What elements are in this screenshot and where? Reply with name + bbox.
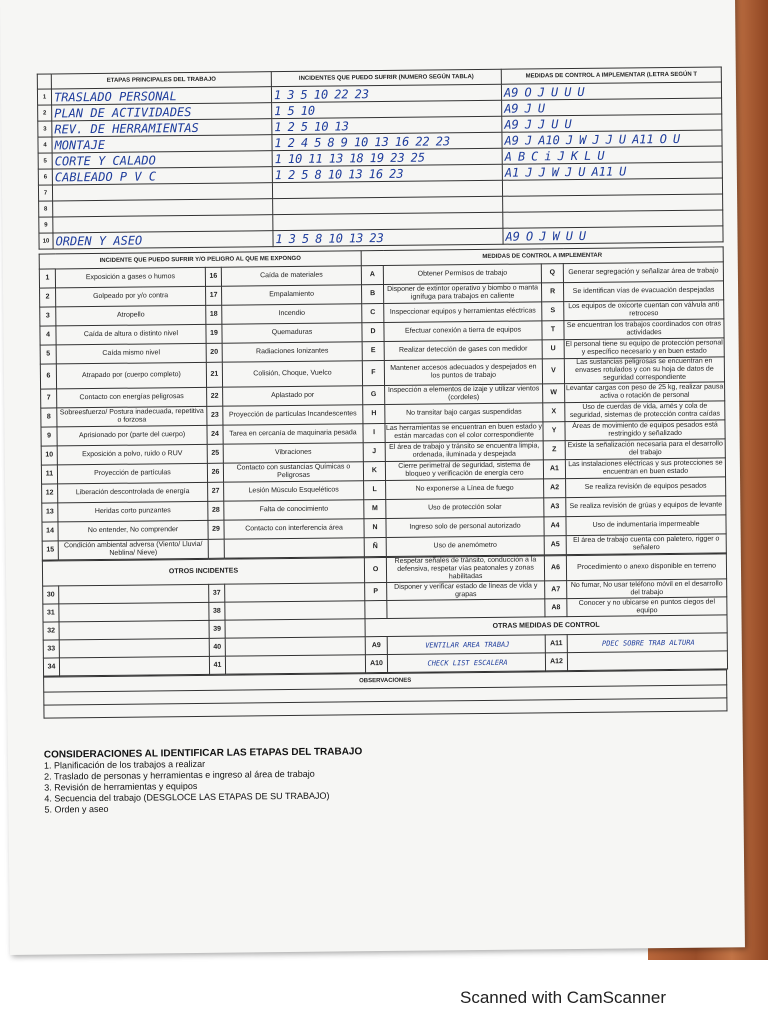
incident-code: 7 <box>41 389 57 408</box>
incident-code: 22 <box>207 387 223 406</box>
incident-number: 5 <box>301 231 310 246</box>
measure-text: El área de trabajo cuenta con paletero, rigger o señalero <box>566 534 726 555</box>
incident-text: Contacto con interferencia área <box>224 519 364 539</box>
catalog-measures-header: MEDIDAS DE CONTROL A IMPLEMENTAR <box>361 247 723 266</box>
stage-number: 7 <box>38 185 52 201</box>
stages-header: ETAPAS PRINCIPALES DEL TRABAJO <box>51 72 271 89</box>
incident-text <box>224 538 364 558</box>
measure-letter: A9 <box>504 133 520 148</box>
other-incident-blank <box>225 583 365 602</box>
incident-number: 23 <box>354 86 370 101</box>
incident-number: 8 <box>315 231 323 246</box>
measure-letter: A11 <box>631 131 654 146</box>
considerations-item: 1. Planificación de los trabajos a realizar <box>43 758 206 771</box>
other-measure-code: A12 <box>545 653 567 671</box>
measure-letter: J <box>524 116 533 132</box>
others-table <box>42 553 728 676</box>
incident-number: 23 <box>389 166 404 181</box>
stage-number: 9 <box>39 217 53 233</box>
incident-number: 4 <box>300 135 309 150</box>
measure-text: El personal tiene su equipo de protección personal y específico necesario y en buen estado <box>564 338 724 359</box>
incident-text: Condición ambiental adversa (Viento/ Lluvia/ Neblina/ Nieve) <box>58 539 208 560</box>
measure-letter: A9 <box>503 85 519 100</box>
measure-letter: J <box>524 100 532 116</box>
measure-text: Existe la señalización necesaria para el desarrollo del trabajo <box>565 439 725 460</box>
incident-text: Exposición a polvo, ruido o RUV <box>57 444 207 465</box>
incident-number: 1 <box>275 231 283 246</box>
other-incident-code: 37 <box>209 584 225 602</box>
incident-number: 23 <box>435 133 451 148</box>
incident-text: Heridas corto punzantes <box>58 501 208 522</box>
stage-name: TRASLADO PERSONAL <box>51 87 271 105</box>
considerations-title: CONSIDERACIONES AL IDENTIFICAR LAS ETAPAS DEL TRABAJO <box>43 746 363 761</box>
incident-text: Atrapado por (cuerpo completo) <box>56 362 206 389</box>
measure-code: M <box>364 499 386 518</box>
other-incident-blank <box>225 655 365 674</box>
incident-text: Contacto con energías peligrosas <box>57 387 207 408</box>
incident-text: Radiaciones Ionizantes <box>222 342 362 362</box>
incident-number: 5 <box>300 87 308 102</box>
measure-text: Uso de indumentaria impermeable <box>566 515 726 536</box>
other-incident-code: 30 <box>43 586 59 604</box>
incident-code: 15 <box>42 541 58 560</box>
incident-code: 23 <box>207 406 223 425</box>
measure-code: K <box>363 461 385 480</box>
measure-text: Respetar señales de tránsito, conducción a la defensiva, respetar vías peatonales y zonas habilitadas <box>386 556 544 583</box>
incident-text: Proyección de partículas <box>57 463 207 484</box>
incident-number: 10 <box>327 166 343 182</box>
measure-letter: A1 <box>504 165 520 180</box>
incident-code: 1 <box>39 269 55 288</box>
measure-code: A6 <box>544 556 566 581</box>
measure-code: L <box>364 480 386 499</box>
stage-number: 8 <box>39 201 53 217</box>
measure-code: A <box>361 266 383 285</box>
incident-number: 22 <box>334 86 349 102</box>
measure-letter: A9 <box>504 101 519 116</box>
measure-letter: U <box>537 100 546 115</box>
incident-code: 27 <box>208 482 224 501</box>
measure-text: Mantener accesos adecuados y despejados en los puntos de trabajo <box>384 359 542 386</box>
measure-text: Se identifican vías de evacuación despejadas <box>563 281 723 302</box>
incident-number: 1 <box>274 151 282 166</box>
measure-code: O <box>364 557 386 582</box>
camscanner-watermark: Scanned with CamScanner <box>460 988 667 1007</box>
measure-code: J <box>363 442 385 461</box>
incident-number: 1 <box>274 167 283 182</box>
incident-code: 18 <box>206 305 222 324</box>
measure-code: Ñ <box>364 537 386 556</box>
measure-code: V <box>542 359 564 384</box>
other-incident-blank <box>225 637 365 656</box>
incident-number: 10 <box>313 87 329 102</box>
measure-code: D <box>362 322 384 341</box>
incident-number: 10 <box>313 119 329 134</box>
incident-text: Aplastado por <box>223 386 363 406</box>
measure-code: S <box>542 302 564 321</box>
stage-number: 10 <box>39 233 53 249</box>
incident-text: Proyección de partículas Incandescentes <box>223 405 363 425</box>
incident-text: Liberación descontrolada de energía <box>58 482 208 503</box>
measure-text: Disponer de extintor operativo y biombo o manta ignífuga para trabajos en caliente <box>384 283 542 304</box>
measure-letter: J <box>539 228 547 243</box>
measure-text: Cierre perimetral de seguridad, sistema de bloqueo y verificación de energía cero <box>385 460 543 481</box>
form-sheet <box>37 66 728 718</box>
incident-number: 9 <box>340 134 348 149</box>
measure-text: Uso de cuerdas de vida, arnés y cola de seguridad, sistemas de protección contra caídas <box>565 401 725 422</box>
other-incident-code: 32 <box>43 622 59 640</box>
incident-text: Exposición a gases o humos <box>55 267 205 288</box>
incident-text: Incendio <box>222 304 362 324</box>
stage-name: MONTAJE <box>52 135 272 153</box>
measure-code: H <box>363 404 385 423</box>
other-incident-code: 41 <box>209 656 225 674</box>
incident-code: 6 <box>40 364 56 389</box>
incident-number: 1 <box>274 135 282 150</box>
incident-number: 1 <box>274 119 282 134</box>
considerations-item: 2. Traslado de personas y herramientas e ingreso al área de trabajo <box>44 768 315 782</box>
measure-letter: U <box>550 84 559 99</box>
measure-text: Procedimiento o anexo disponible en terreno <box>566 554 726 581</box>
incident-number: 18 <box>349 150 364 165</box>
measure-letter: J <box>605 132 613 147</box>
measure-code: Q <box>541 264 563 283</box>
stage-incidents <box>273 228 503 246</box>
incident-code: 24 <box>207 425 223 444</box>
measure-text: Realizar detección de gases con medidor <box>384 340 542 361</box>
other-incident-blank <box>59 602 209 622</box>
incident-text: Golpeado por y/o contra <box>56 286 206 307</box>
measure-text: Efectuar conexión a tierra de equipos <box>384 321 542 342</box>
incident-code: 5 <box>40 345 56 364</box>
considerations-item: 5. Orden y aseo <box>44 803 109 815</box>
incident-code: 4 <box>40 326 56 345</box>
incident-number: 25 <box>410 150 426 165</box>
measure-text: Las herramientas se encuentran en buen estado y están marcadas con el color correspondiente <box>385 422 543 443</box>
measure-letter: A <box>504 149 512 164</box>
measure-code: N <box>364 518 386 537</box>
incident-number: 2 <box>287 135 296 150</box>
measure-letter: O <box>524 84 532 100</box>
stage-name: CORTE Y CALADO <box>52 151 272 169</box>
incident-code <box>208 539 224 558</box>
measure-letter: A11 <box>591 164 614 179</box>
other-measure-text <box>567 651 727 671</box>
other-incident-code: 34 <box>43 658 59 676</box>
measure-code: E <box>362 341 384 360</box>
other-incident-blank <box>59 656 209 676</box>
measure-code: A2 <box>544 479 566 498</box>
incident-number: 23 <box>369 230 384 245</box>
measure-text: Ingreso solo de personal autorizado <box>386 517 544 538</box>
others-rows <box>42 554 727 676</box>
incident-number: 22 <box>415 134 430 149</box>
stage-number: 1 <box>37 89 51 105</box>
measure-text: Conocer y no ubicarse en puntos ciegos del equipo <box>567 597 727 617</box>
stages-table <box>37 66 724 249</box>
measure-code: A4 <box>544 517 566 536</box>
incident-number: 16 <box>368 166 384 181</box>
incident-number: 2 <box>287 119 295 134</box>
measure-text: Obtener Permisos de trabajo <box>383 264 541 285</box>
catalog-incidents-header: INCIDENTE QUE PUEDO SUFRIR Y/O PELIGRO AL QUE ME EXPONGO <box>39 251 361 269</box>
measure-letter: K <box>570 148 579 163</box>
measure-code: I <box>363 423 385 442</box>
measure-letter: J <box>564 164 573 179</box>
incident-number: 5 <box>300 119 309 134</box>
measure-letter: U <box>551 116 559 131</box>
incident-code: 20 <box>206 343 222 362</box>
measure-text: Inspeccionar equipos y herramientas eléctricas <box>384 302 542 323</box>
incident-number: 5 <box>301 167 309 182</box>
incident-number: 10 <box>287 151 303 166</box>
measure-letter: B <box>517 149 526 164</box>
incident-text: Aprisionado por (parte del cuerpo) <box>57 425 207 446</box>
stage-name: PLAN DE ACTIVIDADES <box>52 103 272 121</box>
considerations-item: 3. Revisión de herramientas y equipos <box>44 780 198 793</box>
measures-header: MEDIDAS DE CONTROL A IMPLEMENTAR (LETRA SEGÚN T <box>501 67 721 84</box>
incident-text: Falta de conocimiento <box>224 500 364 520</box>
incident-number: 13 <box>374 134 389 149</box>
incident-code: 25 <box>207 444 223 463</box>
incident-text: Contacto con sustancias Químicas o Peligrosas <box>223 462 363 482</box>
measure-text: Inspección a elementos de izaje y utilizar vientos (cordeles) <box>385 384 543 405</box>
measure-code: A5 <box>544 536 566 555</box>
incident-number: 5 <box>314 135 322 150</box>
incident-code: 29 <box>208 520 224 539</box>
measure-text: No exponerse a Línea de fuego <box>386 479 544 500</box>
incident-number: 13 <box>328 150 344 166</box>
measure-text: Se realiza revisión de equipos pesados <box>566 477 726 498</box>
measure-text: Áreas de movimiento de equipos pesados está restringido y señalizado <box>565 420 725 441</box>
other-incident-blank <box>225 619 365 638</box>
measure-code: R <box>541 283 563 302</box>
measure-code: Y <box>543 422 565 441</box>
incident-number: 13 <box>348 230 364 245</box>
incident-text: Colisión, Choque, Vuelco <box>222 361 362 387</box>
incident-code: 17 <box>206 286 222 305</box>
incident-code: 13 <box>42 503 58 522</box>
stage-name: ORDEN Y ASEO <box>53 231 273 249</box>
measure-letter: J <box>537 84 545 99</box>
other-measure-text: PDEC SOBRE TRAB ALTURA <box>567 633 727 653</box>
incident-number: 11 <box>308 151 323 166</box>
others-title: OTROS INCIDENTES <box>42 558 364 586</box>
incident-number: 1 <box>274 103 282 118</box>
other-incident-blank <box>59 638 209 658</box>
incident-text: Quemaduras <box>222 323 362 343</box>
measure-letter: O <box>659 131 668 146</box>
other-incident-code: 33 <box>43 640 59 658</box>
incident-code: 8 <box>41 408 57 427</box>
incident-text: Atropello <box>56 305 206 326</box>
observations-table <box>43 669 727 718</box>
measure-letter: U <box>672 131 681 146</box>
measure-code: C <box>362 303 384 322</box>
stage-number: 5 <box>38 153 52 169</box>
measure-code: F <box>362 360 384 385</box>
stage-name: REV. DE HERRAMIENTAS <box>52 119 272 137</box>
other-incident-code: 38 <box>209 602 225 620</box>
incident-text: Tarea en cercanía de maquinaria pesada <box>223 424 363 444</box>
other-incident-code: 39 <box>209 620 225 638</box>
measure-letter: J <box>592 132 600 147</box>
incident-code: 12 <box>42 484 58 503</box>
stage-number: 2 <box>38 105 52 121</box>
other-incident-code: 31 <box>43 604 59 622</box>
incident-number: 1 <box>273 87 282 102</box>
measure-code: G <box>363 385 385 404</box>
incident-text: Caída mismo nivel <box>56 343 206 364</box>
measure-letter: W <box>552 228 560 243</box>
other-incident-blank <box>225 601 365 620</box>
measure-code: T <box>542 321 564 340</box>
considerations <box>44 744 565 815</box>
other-measure-code: A11 <box>545 635 567 653</box>
measure-letter: O <box>525 228 534 244</box>
incident-number: 13 <box>334 118 350 134</box>
measure-letter: U <box>618 131 627 147</box>
measure-code: A3 <box>544 498 566 517</box>
measure-text: Disponer y verificar estado de líneas de vida y grapas <box>387 581 545 601</box>
measure-letter: U <box>564 116 572 131</box>
measure-text: Se realiza revisión de grúas y equipos de levante <box>566 496 726 517</box>
incident-code: 11 <box>41 465 57 484</box>
measure-letter: U <box>564 84 572 99</box>
measure-text: No fumar, No usar teléfono móvil en el desarrollo del trabajo <box>567 579 727 599</box>
measure-code: A1 <box>543 460 565 479</box>
stage-number: 3 <box>38 121 52 137</box>
measure-code: A7 <box>545 581 567 599</box>
measure-code <box>365 600 387 618</box>
other-incident-code: 40 <box>209 638 225 656</box>
stage-measures <box>503 226 723 244</box>
measure-text: No transitar bajo cargas suspendidas <box>385 403 543 424</box>
incident-code: 10 <box>41 446 57 465</box>
incident-number: 3 <box>287 87 295 102</box>
incident-code: 14 <box>42 522 58 541</box>
incident-number: 16 <box>394 134 410 149</box>
measure-code: U <box>542 340 564 359</box>
measure-code: A8 <box>545 599 567 617</box>
incident-text: Caída de materiales <box>221 266 361 286</box>
incident-text: Caída de altura o distinto nivel <box>56 324 206 345</box>
other-measures-title: OTRAS MEDIDAS DE CONTROL <box>365 615 727 637</box>
measure-letter: J <box>538 164 546 179</box>
incident-number: 5 <box>287 103 295 118</box>
incident-number: 19 <box>369 150 385 165</box>
other-measure-code: A9 <box>365 636 387 654</box>
stages-header-number <box>37 74 51 89</box>
incident-number: 10 <box>328 230 343 246</box>
incident-number: 8 <box>327 135 335 150</box>
measure-text: Las instalaciones eléctricas y sus protecciones se encuentran en buen estado <box>565 458 725 479</box>
measure-text <box>387 599 545 619</box>
measure-letter: A9 <box>504 117 519 132</box>
considerations-item: 4. Secuencia del trabajo (DESGLOCE LAS ETAPAS DE SU TRABAJO) <box>44 790 330 804</box>
measure-letter: i <box>544 148 552 163</box>
measure-letter: U <box>578 228 587 243</box>
incident-number: 10 <box>353 134 369 149</box>
other-incident-blank <box>59 620 209 640</box>
incident-code: 16 <box>205 267 221 286</box>
measure-letter: J <box>565 132 574 147</box>
measure-letter: J <box>525 164 533 180</box>
measure-letter: W <box>579 132 587 147</box>
other-incident-blank <box>59 584 209 604</box>
stage-number: 4 <box>38 137 52 153</box>
incident-number: 2 <box>288 167 296 182</box>
incident-code: 28 <box>208 501 224 520</box>
measure-text: Se encuentran los trabajos coordinados con otras actividades <box>564 319 724 340</box>
measure-letter: A10 <box>538 132 560 147</box>
measure-text: Las sustancias peligrosas se encuentran en envases rotulados y con su hoja de datos de seguridad correspondiente <box>564 357 724 384</box>
incidents-header: INCIDENTES QUE PUEDO SUFRIR (NUMERO SEGÚN TABLA) <box>271 69 501 86</box>
incident-code: 3 <box>40 307 56 326</box>
measure-letter: J <box>537 116 546 131</box>
measure-letter: J <box>557 148 565 163</box>
incident-code: 9 <box>41 427 57 446</box>
measure-letter: U <box>565 228 573 243</box>
stage-number: 6 <box>38 169 52 185</box>
measure-text: Uso de anemómetro <box>386 536 544 557</box>
measure-text: El área de trabajo y tránsito se encuentra limpia, ordenada, iluminada y despejada <box>385 441 543 462</box>
measure-letter: C <box>531 148 539 163</box>
measure-letter: U <box>597 148 605 163</box>
incident-number: 10 <box>300 103 316 118</box>
incident-text: No entender, No comprender <box>58 520 208 541</box>
incident-number: 13 <box>348 166 363 181</box>
catalog-table <box>39 246 727 560</box>
incident-code: 21 <box>206 362 222 387</box>
other-measure-text: CHECK LIST ESCALERA <box>387 653 545 673</box>
catalog-rows <box>39 262 726 560</box>
measure-text: Los equipos de oxicorte cuentan con válvula anti retroceso <box>564 300 724 321</box>
incident-text: Sobreesfuerzo/ Postura inadecuada, repetitiva o forzosa <box>57 406 207 427</box>
stage-name: CABLEADO P V C <box>52 167 272 185</box>
incident-text: Empalamiento <box>222 285 362 305</box>
measure-letter: J <box>524 132 533 148</box>
measure-text: Uso de protección solar <box>386 498 544 519</box>
incident-text: Vibraciones <box>223 443 363 463</box>
incident-number: 23 <box>390 150 405 165</box>
other-measure-text: VENTILAR AREA TRABAJ <box>387 635 545 655</box>
incident-code: 19 <box>206 324 222 343</box>
measure-text: Levantar cargas con peso de 25 kg, realizar pausa activa o rotación de personal <box>565 382 725 403</box>
measure-code: X <box>543 403 565 422</box>
measure-code: W <box>543 384 565 403</box>
measure-letter: U <box>577 84 585 99</box>
stage-rows <box>37 82 723 249</box>
incident-code: 26 <box>207 463 223 482</box>
incident-text: Lesión Músculo Esqueléticos <box>224 481 364 501</box>
measure-text: Generar segregación y señalizar área de trabajo <box>563 262 723 283</box>
measure-code: P <box>365 582 387 600</box>
measure-code: B <box>362 284 384 303</box>
incident-number: 8 <box>314 167 322 182</box>
observations-header: OBSERVACIONES <box>44 670 727 692</box>
measure-letter: A9 <box>505 229 521 244</box>
incident-code: 2 <box>40 288 56 307</box>
measure-letter: U <box>578 164 586 179</box>
measure-letter: L <box>583 148 592 163</box>
measure-letter: U <box>619 163 627 179</box>
incident-number: 3 <box>288 231 297 246</box>
other-measure-code: A10 <box>365 654 387 672</box>
measure-code: Z <box>543 441 565 460</box>
measure-letter: W <box>551 164 560 179</box>
